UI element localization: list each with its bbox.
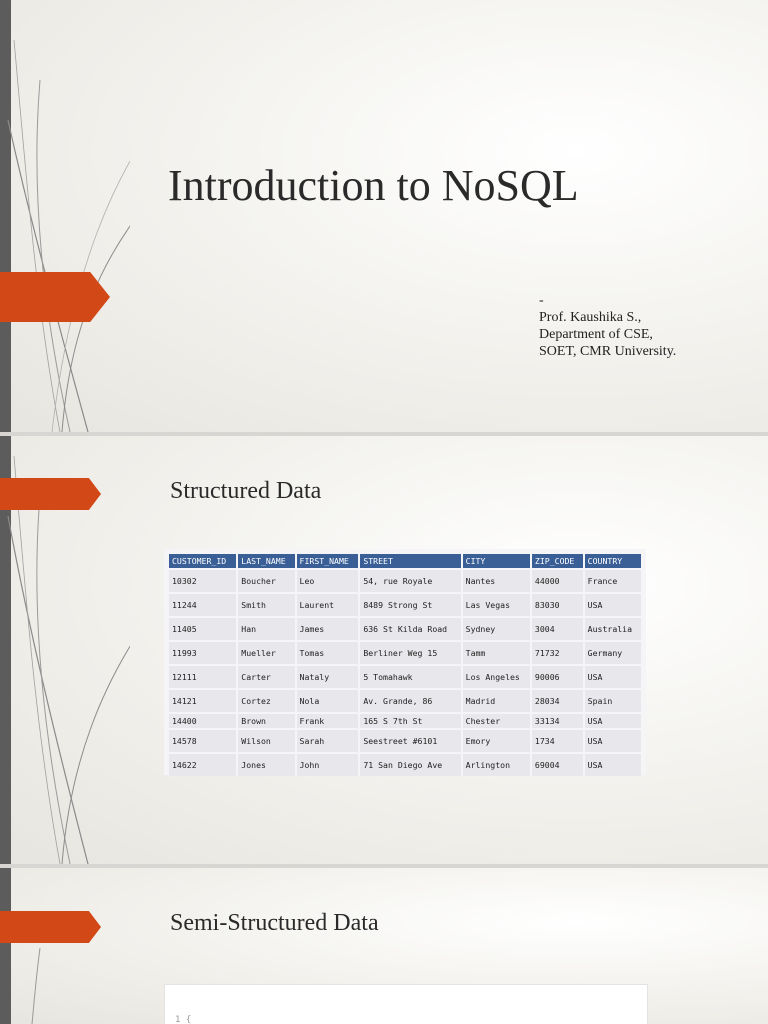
col-header: LAST_NAME <box>238 554 294 568</box>
table-cell: Madrid <box>463 690 530 712</box>
table-cell: 14622 <box>169 754 236 776</box>
table-cell: Cortez <box>238 690 294 712</box>
customer-table <box>167 552 643 778</box>
table-cell: Av. Grande, 86 <box>360 690 460 712</box>
accent-arrow-tab <box>0 911 101 943</box>
table-cell: 14121 <box>169 690 236 712</box>
table-cell: 83030 <box>532 594 583 616</box>
table-cell: Leo <box>297 570 359 592</box>
table-cell: France <box>585 570 641 592</box>
table-cell: Han <box>238 618 294 640</box>
table-cell: 71 San Diego Ave <box>360 754 460 776</box>
table-cell: 636 St Kilda Road <box>360 618 460 640</box>
table-cell: Brown <box>238 714 294 728</box>
table-cell: Sydney <box>463 618 530 640</box>
table-cell: James <box>297 618 359 640</box>
table-cell: Spain <box>585 690 641 712</box>
table-cell: 33134 <box>532 714 583 728</box>
table-row <box>169 642 641 664</box>
col-header: FIRST_NAME <box>297 554 359 568</box>
table-cell: Nataly <box>297 666 359 688</box>
table-cell: 28034 <box>532 690 583 712</box>
slide-heading: Structured Data <box>170 478 322 504</box>
table-cell: 11405 <box>169 618 236 640</box>
table-cell: Berliner Weg 15 <box>360 642 460 664</box>
table-cell: USA <box>585 754 641 776</box>
table-cell: Emory <box>463 730 530 752</box>
table-cell: Arlington <box>463 754 530 776</box>
author-name: Prof. Kaushika S., <box>539 310 642 325</box>
table-row <box>169 666 641 688</box>
table-cell: 54, rue Royale <box>360 570 460 592</box>
slide-heading: Semi-Structured Data <box>170 910 379 936</box>
table-row <box>169 690 641 712</box>
table-cell: Nola <box>297 690 359 712</box>
table-cell: Jones <box>238 754 294 776</box>
presentation-title: Introduction to NoSQL <box>168 161 579 210</box>
author-block <box>539 292 676 360</box>
table-cell: USA <box>585 714 641 728</box>
table-cell: Australia <box>585 618 641 640</box>
table-cell: Sarah <box>297 730 359 752</box>
customer-table-image <box>164 549 646 775</box>
table-cell: 10302 <box>169 570 236 592</box>
table-cell: USA <box>585 594 641 616</box>
table-cell: Boucher <box>238 570 294 592</box>
table-cell: Tomas <box>297 642 359 664</box>
table-cell: 14578 <box>169 730 236 752</box>
table-cell: 5 Tomahawk <box>360 666 460 688</box>
table-cell: 90006 <box>532 666 583 688</box>
table-cell: 71732 <box>532 642 583 664</box>
table-cell: Laurent <box>297 594 359 616</box>
table-cell: Wilson <box>238 730 294 752</box>
col-header: CITY <box>463 554 530 568</box>
slide-structured-data <box>0 436 768 864</box>
table-cell: Chester <box>463 714 530 728</box>
col-header: ZIP_CODE <box>532 554 583 568</box>
table-row <box>169 714 641 728</box>
table-cell: 3004 <box>532 618 583 640</box>
table-cell: Seestreet #6101 <box>360 730 460 752</box>
table-row <box>169 618 641 640</box>
col-header: COUNTRY <box>585 554 641 568</box>
table-cell: USA <box>585 666 641 688</box>
json-code-sample <box>164 984 648 1024</box>
table-row <box>169 594 641 616</box>
table-cell: Frank <box>297 714 359 728</box>
slide-title-page <box>0 0 768 432</box>
table-cell: Smith <box>238 594 294 616</box>
table-cell: Germany <box>585 642 641 664</box>
table-row <box>169 570 641 592</box>
table-row <box>169 730 641 752</box>
col-header: CUSTOMER_ID <box>169 554 236 568</box>
table-cell: Carter <box>238 666 294 688</box>
table-cell: Nantes <box>463 570 530 592</box>
code-line: 1 { <box>175 1015 192 1024</box>
table-cell: Tamm <box>463 642 530 664</box>
accent-arrow-tab <box>0 272 110 322</box>
table-cell: 12111 <box>169 666 236 688</box>
table-cell: Mueller <box>238 642 294 664</box>
table-cell: 69004 <box>532 754 583 776</box>
table-cell: 165 S 7th St <box>360 714 460 728</box>
col-header: STREET <box>360 554 460 568</box>
table-cell: John <box>297 754 359 776</box>
accent-arrow-tab <box>0 478 101 510</box>
author-university: SOET, CMR University. <box>539 344 677 359</box>
decorative-curves <box>0 0 130 432</box>
table-cell: 1734 <box>532 730 583 752</box>
author-dash: - <box>539 293 544 308</box>
table-cell: Las Vegas <box>463 594 530 616</box>
table-cell: 44000 <box>532 570 583 592</box>
decorative-curves <box>0 868 130 1024</box>
table-cell: USA <box>585 730 641 752</box>
table-cell: Los Angeles <box>463 666 530 688</box>
slide-semi-structured-data <box>0 868 768 1024</box>
table-cell: 8489 Strong St <box>360 594 460 616</box>
table-cell: 14400 <box>169 714 236 728</box>
author-department: Department of CSE, <box>539 327 653 342</box>
table-row <box>169 754 641 776</box>
table-cell: 11244 <box>169 594 236 616</box>
table-header-row <box>169 554 641 568</box>
table-cell: 11993 <box>169 642 236 664</box>
